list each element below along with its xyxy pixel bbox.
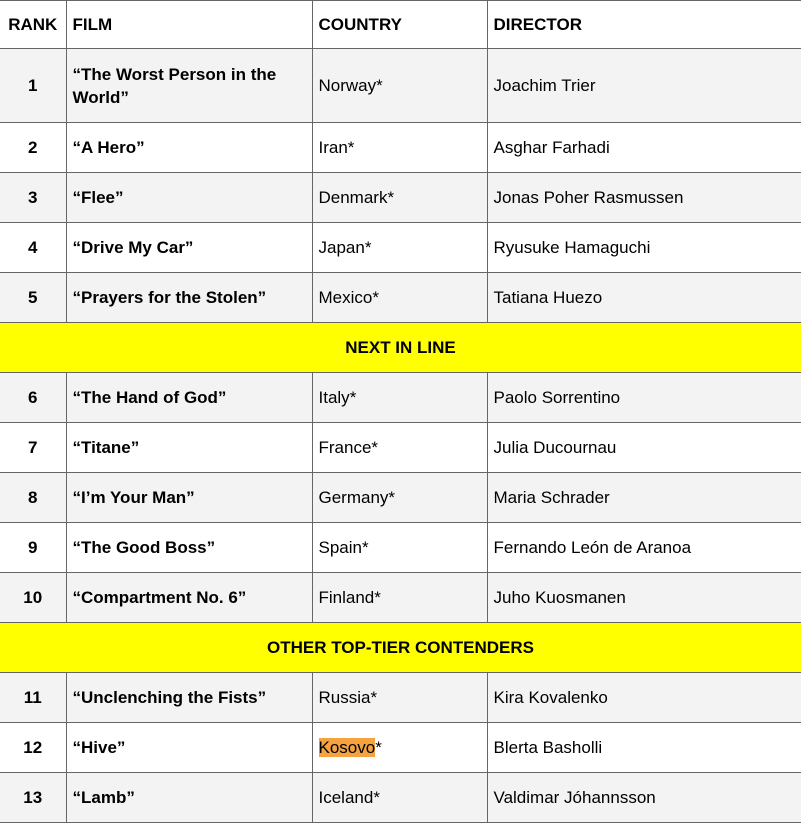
country-cell [312,773,487,823]
country-cell [312,223,487,273]
director-cell: Ryusuke Hamaguchi [487,223,801,273]
table-row [0,673,801,723]
header-row [0,1,801,49]
section-label: OTHER TOP-TIER CONTENDERS [0,623,801,673]
film-cell: “Hive” [66,723,312,773]
director-cell: Fernando León de Aranoa [487,523,801,573]
director-cell: Jonas Poher Rasmussen [487,173,801,223]
section-label: NEXT IN LINE [0,323,801,373]
rank-cell: 9 [0,523,66,573]
table-row [0,723,801,773]
country-asterisk: * [387,188,395,207]
country-name: Spain [318,538,362,557]
rank-cell: 8 [0,473,66,523]
rank-cell: 11 [0,673,66,723]
film-cell: “The Hand of God” [66,373,312,423]
film-cell: “I’m Your Man” [66,473,312,523]
country-cell [312,573,487,623]
table-row [0,573,801,623]
header-rank: RANK [0,1,66,49]
rank-cell: 12 [0,723,66,773]
table-row [0,123,801,173]
table-row [0,423,801,473]
section-row-other-contenders [0,623,801,673]
header-director: DIRECTOR [487,1,801,49]
table-body [0,49,801,823]
rank-cell: 1 [0,49,66,123]
country-cell [312,173,487,223]
rank-cell: 5 [0,273,66,323]
table-row [0,173,801,223]
country-asterisk: * [370,688,378,707]
country-asterisk: * [364,238,372,257]
director-cell: Asghar Farhadi [487,123,801,173]
film-cell: “Flee” [66,173,312,223]
country-cell [312,523,487,573]
country-asterisk: * [347,138,355,157]
table-row [0,273,801,323]
header-film: FILM [66,1,312,49]
rank-cell: 6 [0,373,66,423]
country-asterisk: * [376,76,383,95]
rank-cell: 10 [0,573,66,623]
search-highlight: Kosovo [318,738,376,757]
film-cell: “The Worst Person in the World” [66,49,312,123]
country-asterisk: * [374,588,381,607]
film-cell: “Drive My Car” [66,223,312,273]
film-cell: “Titane” [66,423,312,473]
country-name: Denmark [318,188,388,207]
director-cell: Joachim Trier [487,49,801,123]
country-name: Norway [318,76,377,95]
country-cell [312,49,487,123]
table-row [0,373,801,423]
country-name: Russia [318,688,371,707]
country-cell [312,473,487,523]
country-name: Japan [318,238,365,257]
director-cell: Tatiana Huezo [487,273,801,323]
country-name: Mexico [318,288,373,307]
country-asterisk: * [373,788,380,807]
director-cell: Paolo Sorrentino [487,373,801,423]
section-row-next-in-line [0,323,801,373]
country-name: France [318,438,372,457]
director-cell: Kira Kovalenko [487,673,801,723]
country-cell [312,723,487,773]
table-row [0,523,801,573]
table-header [0,1,801,49]
country-asterisk: * [388,488,396,507]
country-asterisk: * [361,538,369,557]
country-asterisk: * [372,288,379,307]
table-row [0,223,801,273]
director-cell: Maria Schrader [487,473,801,523]
table-row [0,473,801,523]
header-country: COUNTRY [312,1,487,49]
film-cell: “A Hero” [66,123,312,173]
film-cell: “Lamb” [66,773,312,823]
country-asterisk: * [371,438,379,457]
rank-cell: 4 [0,223,66,273]
country-cell [312,423,487,473]
country-cell [312,373,487,423]
country-cell [312,273,487,323]
rank-cell: 7 [0,423,66,473]
country-name: Finland [318,588,375,607]
film-cell: “Compartment No. 6” [66,573,312,623]
director-cell: Julia Ducournau [487,423,801,473]
director-cell: Valdimar Jóhannsson [487,773,801,823]
table-row [0,773,801,823]
country-name: Iceland [318,788,374,807]
country-asterisk: * [375,738,382,757]
rank-cell: 2 [0,123,66,173]
country-cell [312,123,487,173]
director-cell: Blerta Basholli [487,723,801,773]
table-row [0,49,801,123]
rank-cell: 3 [0,173,66,223]
director-cell: Juho Kuosmanen [487,573,801,623]
country-cell [312,673,487,723]
country-asterisk: * [349,388,357,407]
country-name: Germany [318,488,389,507]
country-name: Italy [318,388,350,407]
rank-cell: 13 [0,773,66,823]
film-cell: “The Good Boss” [66,523,312,573]
country-name: Iran [318,138,348,157]
film-cell: “Prayers for the Stolen” [66,273,312,323]
film-cell: “Unclenching the Fists” [66,673,312,723]
